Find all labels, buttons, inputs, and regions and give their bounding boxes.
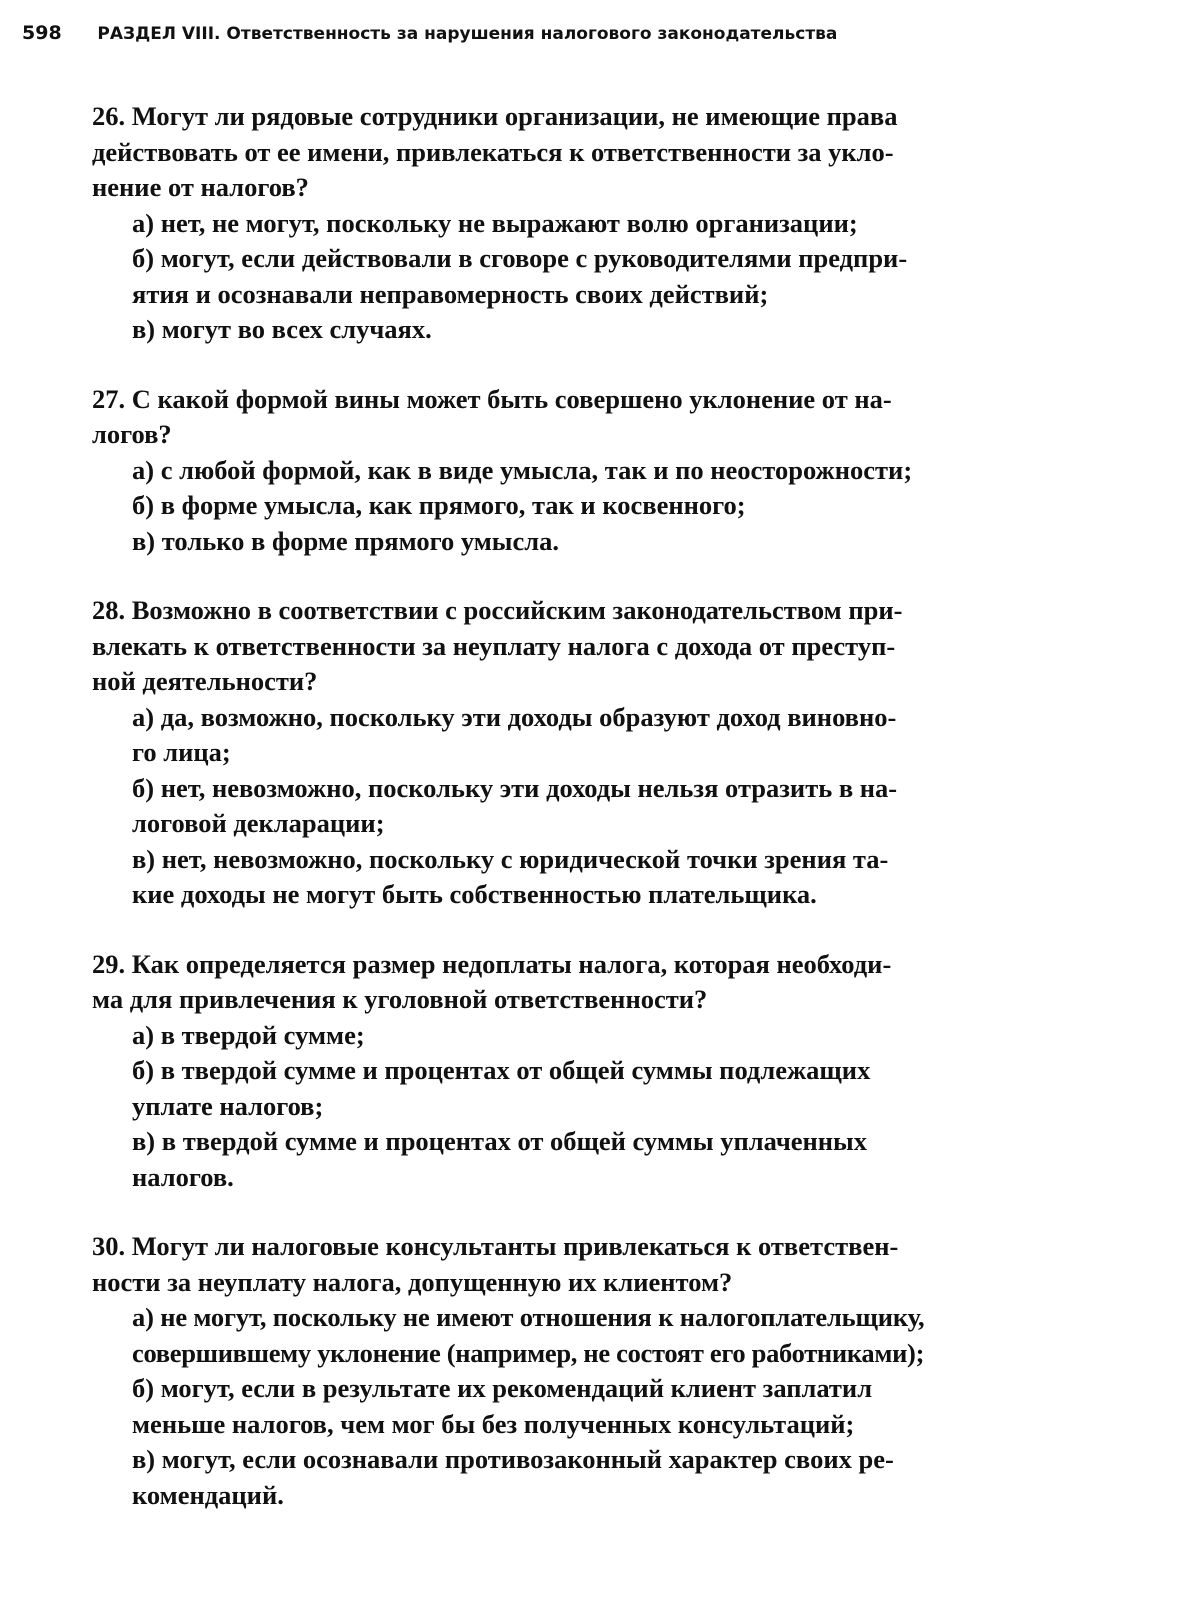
answer-a — [132, 1018, 924, 1054]
answer-line: б) в форме умысла, как прямого, так и косвенного; — [132, 490, 746, 520]
answer-line: комендаций. — [132, 1479, 284, 1510]
question-text-line: 27. С какой формой вины может быть совершено уклонение от на- — [92, 383, 892, 414]
answer-line: кие доходы не могут быть собственностью плательщика. — [132, 879, 817, 909]
answer-line: в) в твердой сумме и процентах от общей суммы уплаченных — [132, 1126, 867, 1156]
question-text-line: 29. Как определяется размер недоплаты налога, которая необходи- — [92, 948, 892, 979]
answer-v — [132, 524, 924, 560]
running-head — [22, 18, 1122, 48]
question-text-line: нение от налогов? — [92, 172, 309, 202]
question-30 — [92, 1229, 924, 1513]
question-29 — [92, 947, 924, 1196]
answer-a — [132, 453, 924, 489]
answer-v — [132, 842, 924, 913]
question-text-line: влекать к ответственности за неуплату налога с дохода от преступ- — [92, 630, 896, 661]
answer-v — [132, 312, 924, 348]
answer-line: совершившему уклонение (например, не состоят его работниками); — [132, 1337, 925, 1368]
answer-line: меньше налогов, чем мог бы без полученных консультаций; — [132, 1408, 855, 1439]
question-text-line: 28. Возможно в соответствии с российским законодательством при- — [92, 595, 903, 625]
answer-line: а) нет, не могут, поскольку не выражают волю организации; — [132, 207, 858, 238]
answer-line: а) да, возможно, поскольку эти доходы образуют доход виновно- — [132, 701, 897, 732]
section-title: РАЗДЕЛ VIII. Ответственность за нарушения налогового законодательства — [97, 24, 838, 44]
questions-list — [92, 99, 924, 1547]
answer-v — [132, 1124, 924, 1195]
answer-a — [132, 206, 924, 242]
answer-line: в) могут во всех случаях. — [132, 314, 432, 344]
page-number: 598 — [22, 22, 62, 44]
question-text-line: ной деятельности? — [92, 666, 318, 696]
question-26 — [92, 99, 924, 348]
answer-line: б) могут, если действовали в сговоре с руководителями предпри- — [132, 243, 908, 273]
answer-a — [132, 1300, 924, 1371]
answer-line: налогов. — [132, 1161, 234, 1192]
answer-b — [132, 241, 924, 312]
answer-line: а) в твердой сумме; — [132, 1019, 365, 1050]
answer-line: б) нет, невозможно, поскольку эти доходы нельзя отразить в на- — [132, 772, 898, 803]
answer-line: уплате налогов; — [132, 1090, 324, 1121]
answer-line: а) не могут, поскольку не имеют отношения к налогоплательщику, — [132, 1302, 925, 1332]
question-text-line: 30. Могут ли налоговые консультанты привлекаться к ответствен- — [92, 1231, 899, 1261]
question-text-line: действовать от ее имени, привлекаться к ответственности за укло- — [92, 136, 894, 167]
question-text-line: 26. Могут ли рядовые сотрудники организации, не имеющие права — [92, 101, 898, 131]
question-text-line: ности за неуплату налога, допущенную их клиентом? — [92, 1266, 733, 1297]
answer-v — [132, 1442, 924, 1513]
answer-line: в) нет, невозможно, поскольку с юридической точки зрения та- — [132, 843, 889, 874]
answer-b — [132, 771, 924, 842]
question-27 — [92, 382, 924, 560]
answer-b — [132, 488, 924, 524]
question-text-line: логов? — [92, 419, 172, 449]
answer-b — [132, 1371, 924, 1442]
question-28 — [92, 593, 924, 913]
question-text-line: ма для привлечения к уголовной ответственности? — [92, 984, 708, 1014]
answer-line: а) с любой формой, как в виде умысла, так и по неосторожности; — [132, 454, 913, 485]
answer-line: б) в твердой сумме и процентах от общей суммы подлежащих — [132, 1055, 871, 1085]
answer-line: б) могут, если в результате их рекомендаций клиент заплатил — [132, 1373, 873, 1403]
answer-line: в) могут, если осознавали противозаконный характер своих ре- — [132, 1444, 894, 1474]
answer-line: го лица; — [132, 737, 231, 767]
answer-a — [132, 700, 924, 771]
answer-line: ятия и осознавали неправомерность своих действий; — [132, 278, 769, 309]
answer-line: в) только в форме прямого умысла. — [132, 525, 559, 556]
answer-b — [132, 1053, 924, 1124]
answer-line: логовой декларации; — [132, 808, 385, 838]
